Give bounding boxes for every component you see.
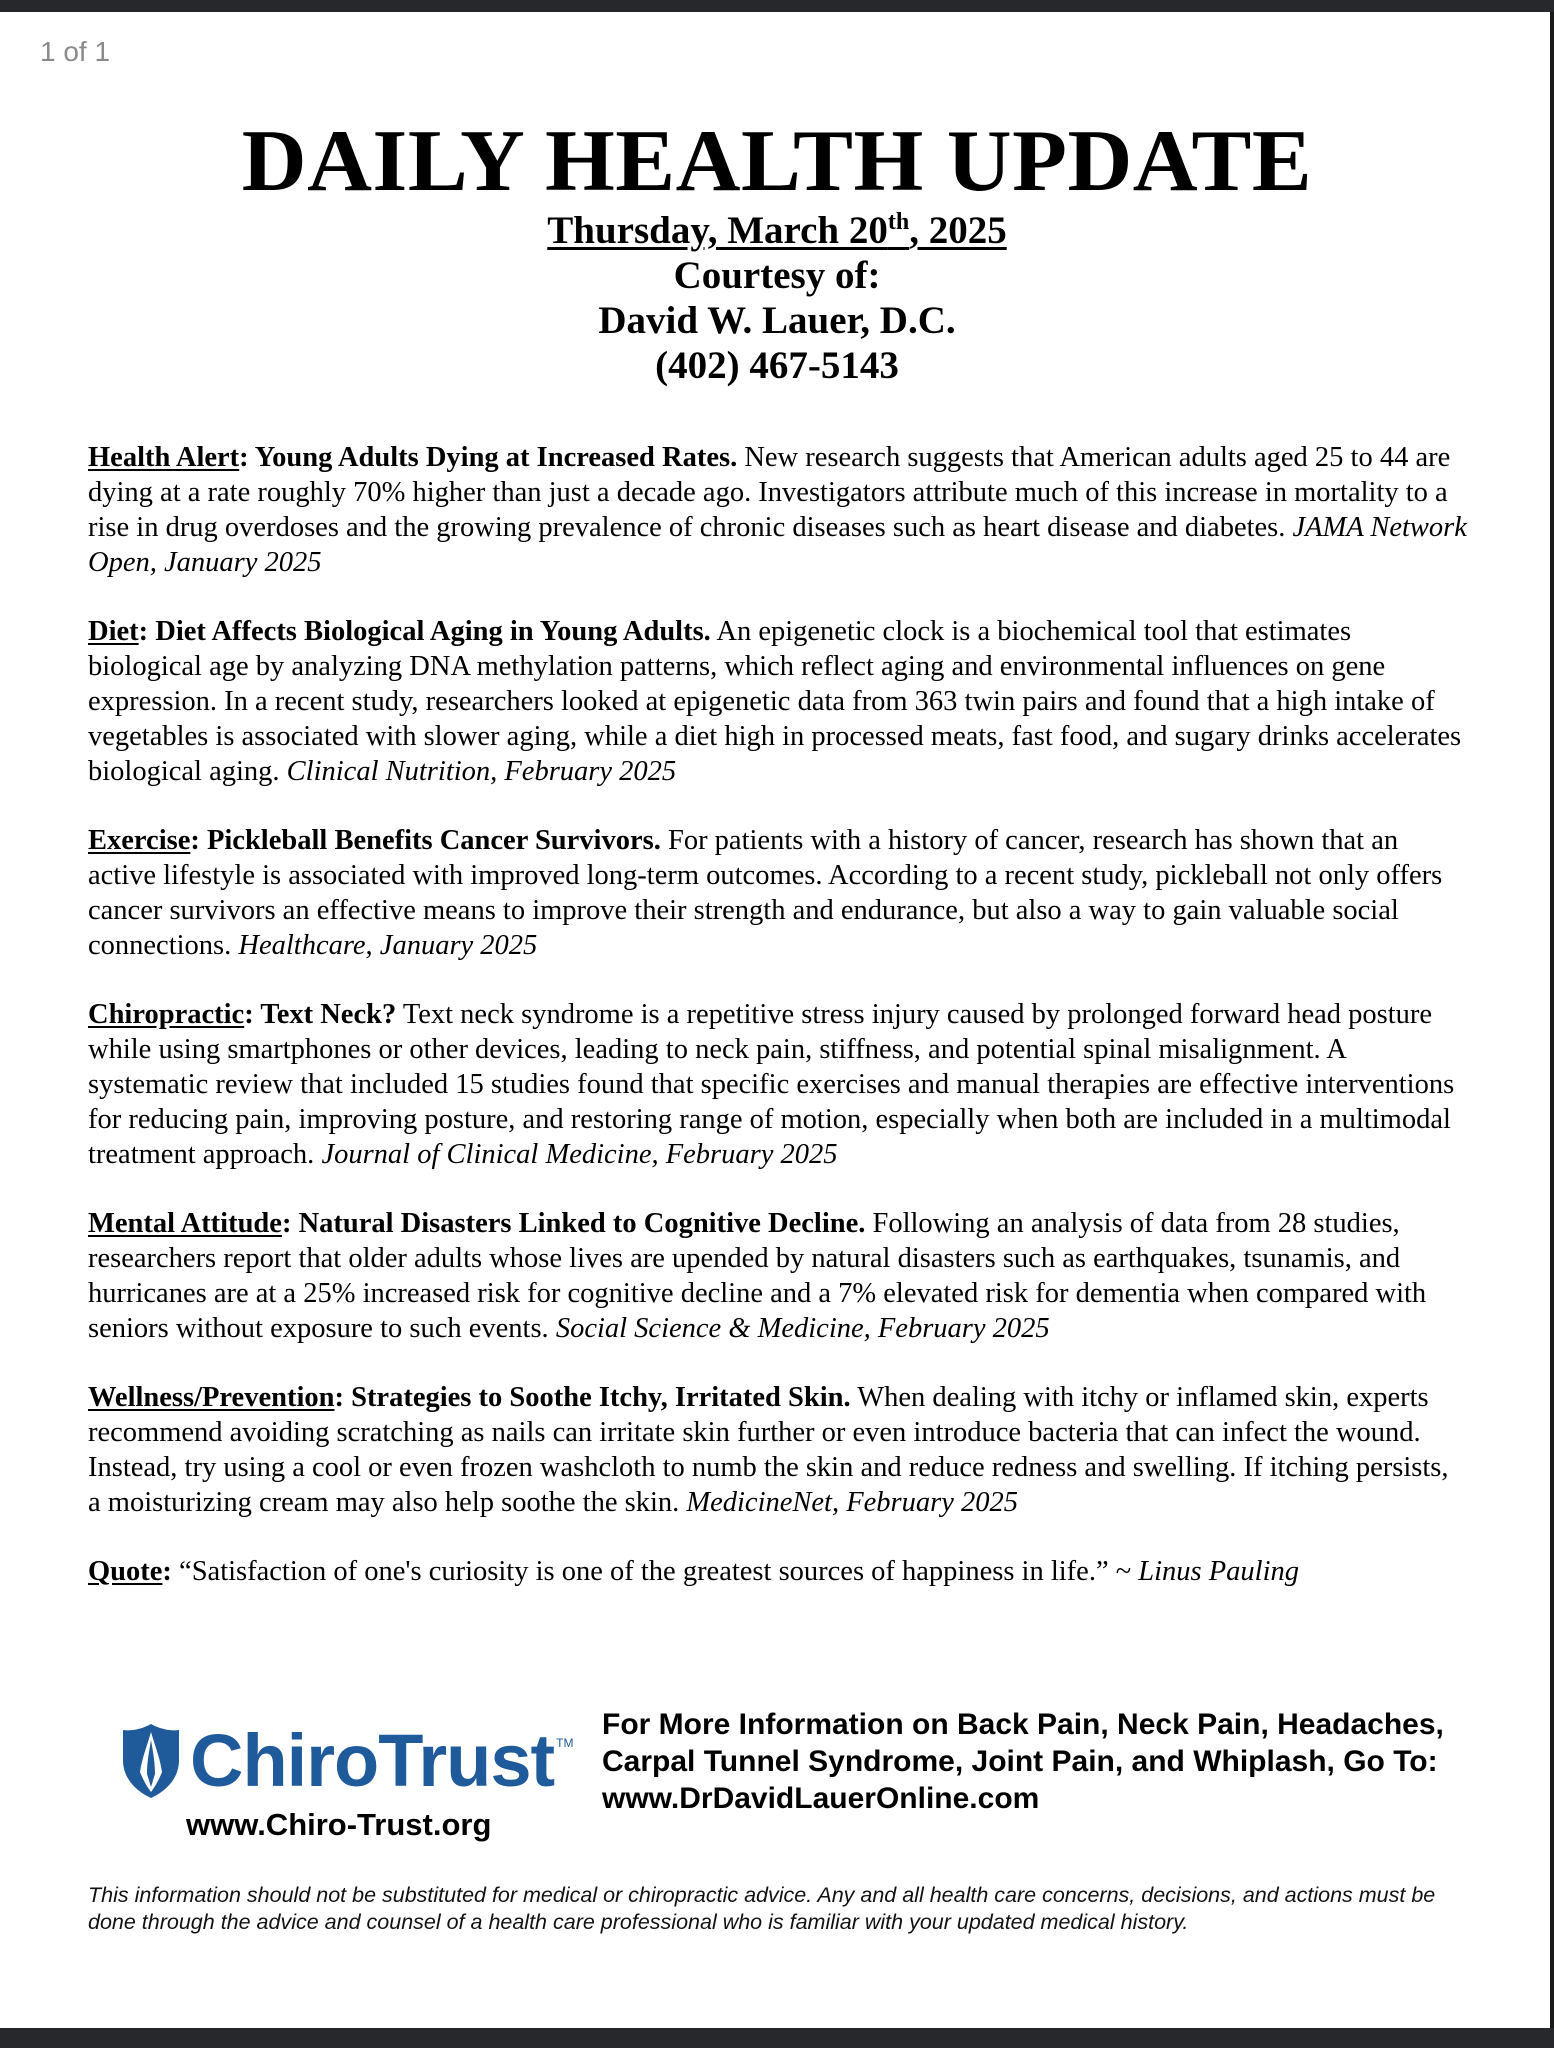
chirotrust-url[interactable]: www.Chiro-Trust.org bbox=[186, 1807, 492, 1842]
article-health-alert bbox=[88, 440, 1468, 580]
category-colon: : bbox=[244, 999, 254, 1030]
article-headline: Pickleball Benefits Cancer Survivors. bbox=[199, 825, 661, 856]
article-category: Wellness/Prevention bbox=[88, 1382, 335, 1413]
more-info-block bbox=[602, 1706, 1502, 1817]
category-colon: : bbox=[334, 1382, 344, 1413]
quote-author: Linus Pauling bbox=[1138, 1556, 1299, 1587]
issue-date-text: Thursday, March 20 bbox=[547, 209, 888, 252]
page-counter: 1 of 1 bbox=[40, 36, 111, 67]
article-wellness-prevention bbox=[88, 1380, 1468, 1520]
chirotrust-logo bbox=[120, 1718, 580, 1848]
category-colon: : bbox=[281, 1208, 292, 1239]
article-body: Following an analysis of data from 28 studies, researchers report that older adults whose lives are upended by natural disasters such as earthquakes, tsunamis, and hurricanes are at a 25% increased risk for cognitive decline and a 7% elevated risk for dementia when compared with seniors without exposure to such events. bbox=[88, 1208, 1427, 1344]
article-diet bbox=[88, 614, 1468, 789]
article-chiropractic bbox=[88, 997, 1468, 1172]
doctor-name: David W. Lauer, D.C. bbox=[598, 299, 956, 342]
article-quote bbox=[88, 1554, 1468, 1589]
article-category: Health Alert bbox=[88, 442, 240, 473]
article-headline: Young Adults Dying at Increased Rates. bbox=[248, 442, 738, 473]
articles-list bbox=[88, 440, 1468, 1623]
article-source: Clinical Nutrition, February 2025 bbox=[286, 756, 677, 787]
article-headline: Natural Disasters Linked to Cognitive Decline. bbox=[291, 1208, 866, 1239]
category-colon: : bbox=[190, 825, 200, 856]
issue-date-ordinal: th bbox=[887, 209, 910, 235]
issue-date-year: , 2025 bbox=[909, 209, 1007, 252]
article-source: MedicineNet, February 2025 bbox=[686, 1487, 1018, 1518]
quote-text: “Satisfaction of one's curiosity is one of the greatest sources of happiness in life.” ~ bbox=[171, 1556, 1139, 1587]
article-source: Journal of Clinical Medicine, February 2025 bbox=[321, 1139, 838, 1170]
shield-icon bbox=[120, 1722, 182, 1800]
article-headline: Text Neck? bbox=[253, 999, 397, 1030]
article-body: For patients with a history of cancer, research has shown that an active lifestyle is associated with improved long-term outcomes. According to a recent study, pickleball not only offers cancer survivors an effective means to improve their strength and endurance, but also a way to gain valuable social connections. bbox=[88, 825, 1443, 961]
disclaimer: This information should not be substituted for medical or chiropractic advice. Any and all health care concerns, decisions, and actions must be done through the advice and counsel of a health care professional who is familiar with your updated medical history. bbox=[88, 1883, 1436, 1934]
article-category: Chiropractic bbox=[88, 999, 245, 1030]
document-header bbox=[0, 208, 1554, 388]
courtesy-label: Courtesy of: bbox=[673, 254, 881, 297]
document-title: DAILY HEALTH UPDATE bbox=[241, 113, 1313, 210]
article-category: Diet bbox=[88, 616, 139, 647]
article-headline: Diet Affects Biological Aging in Young Adults. bbox=[148, 616, 711, 647]
more-info-line-1: For More Information on Back Pain, Neck Pain, Headaches, bbox=[602, 1708, 1444, 1741]
article-body: When dealing with itchy or inflamed skin, experts recommend avoiding scratching as nails can irritate skin further or even introduce bacteria that can infect the wound. Instead, try using a cool or even frozen washcloth to numb the skin and reduce redness and swelling. If itching persists, a moisturizing cream may also help soothe the skin. bbox=[88, 1382, 1449, 1518]
article-body: Text neck syndrome is a repetitive stress injury caused by prolonged forward head posture while using smartphones or other devices, leading to neck pain, stiffness, and potential spinal misalignment. A systematic review that included 15 studies found that specific exercises and manual therapies are effective interventions for reducing pain, improving posture, and restoring range of motion, especially when both are included in a multimodal treatment approach. bbox=[88, 999, 1455, 1170]
article-source: Healthcare, January 2025 bbox=[238, 930, 538, 961]
logo-brand-text: ChiroTrust bbox=[190, 1719, 555, 1802]
article-mental-attitude bbox=[88, 1206, 1468, 1346]
category-colon: : bbox=[162, 1556, 172, 1587]
article-category: Exercise bbox=[88, 825, 191, 856]
article-category: Mental Attitude bbox=[88, 1208, 282, 1239]
more-info-line-2: Carpal Tunnel Syndrome, Joint Pain, and Whiplash, Go To: bbox=[602, 1745, 1438, 1778]
phone-number: (402) 467-5143 bbox=[655, 344, 899, 387]
issue-date bbox=[0, 208, 1554, 253]
more-info-url[interactable]: www.DrDavidLauerOnline.com bbox=[602, 1782, 1040, 1815]
article-body: New research suggests that American adults aged 25 to 44 are dying at a rate roughly 70% higher than just a decade ago. Investigators attribute much of this increase in mortality to a rise in drug overdoses and the growing prevalence of chronic diseases such as heart disease and diabetes. bbox=[88, 442, 1451, 543]
article-category: Quote bbox=[88, 1556, 163, 1587]
article-source: JAMA Network Open, January 2025 bbox=[88, 512, 1467, 578]
article-source: Social Science & Medicine, February 2025 bbox=[555, 1313, 1050, 1344]
category-colon: : bbox=[239, 442, 249, 473]
trademark-mark: TM bbox=[556, 1736, 574, 1750]
category-colon: : bbox=[138, 616, 149, 647]
article-headline: Strategies to Soothe Itchy, Irritated Skin. bbox=[343, 1382, 851, 1413]
article-body: An epigenetic clock is a biochemical tool that estimates biological age by analyzing DNA methylation patterns, which reflect aging and environmental influences on gene expression. In a recent study, researchers looked at epigenetic data from 363 twin pairs and found that a high intake of vegetables is associated with slower aging, while a diet high in processed meats, fast food, and sugary drinks accelerates biological aging. bbox=[88, 616, 1462, 787]
viewer-bottom-bar bbox=[0, 2028, 1554, 2048]
logo-row bbox=[120, 1718, 580, 1803]
article-exercise bbox=[88, 823, 1468, 963]
